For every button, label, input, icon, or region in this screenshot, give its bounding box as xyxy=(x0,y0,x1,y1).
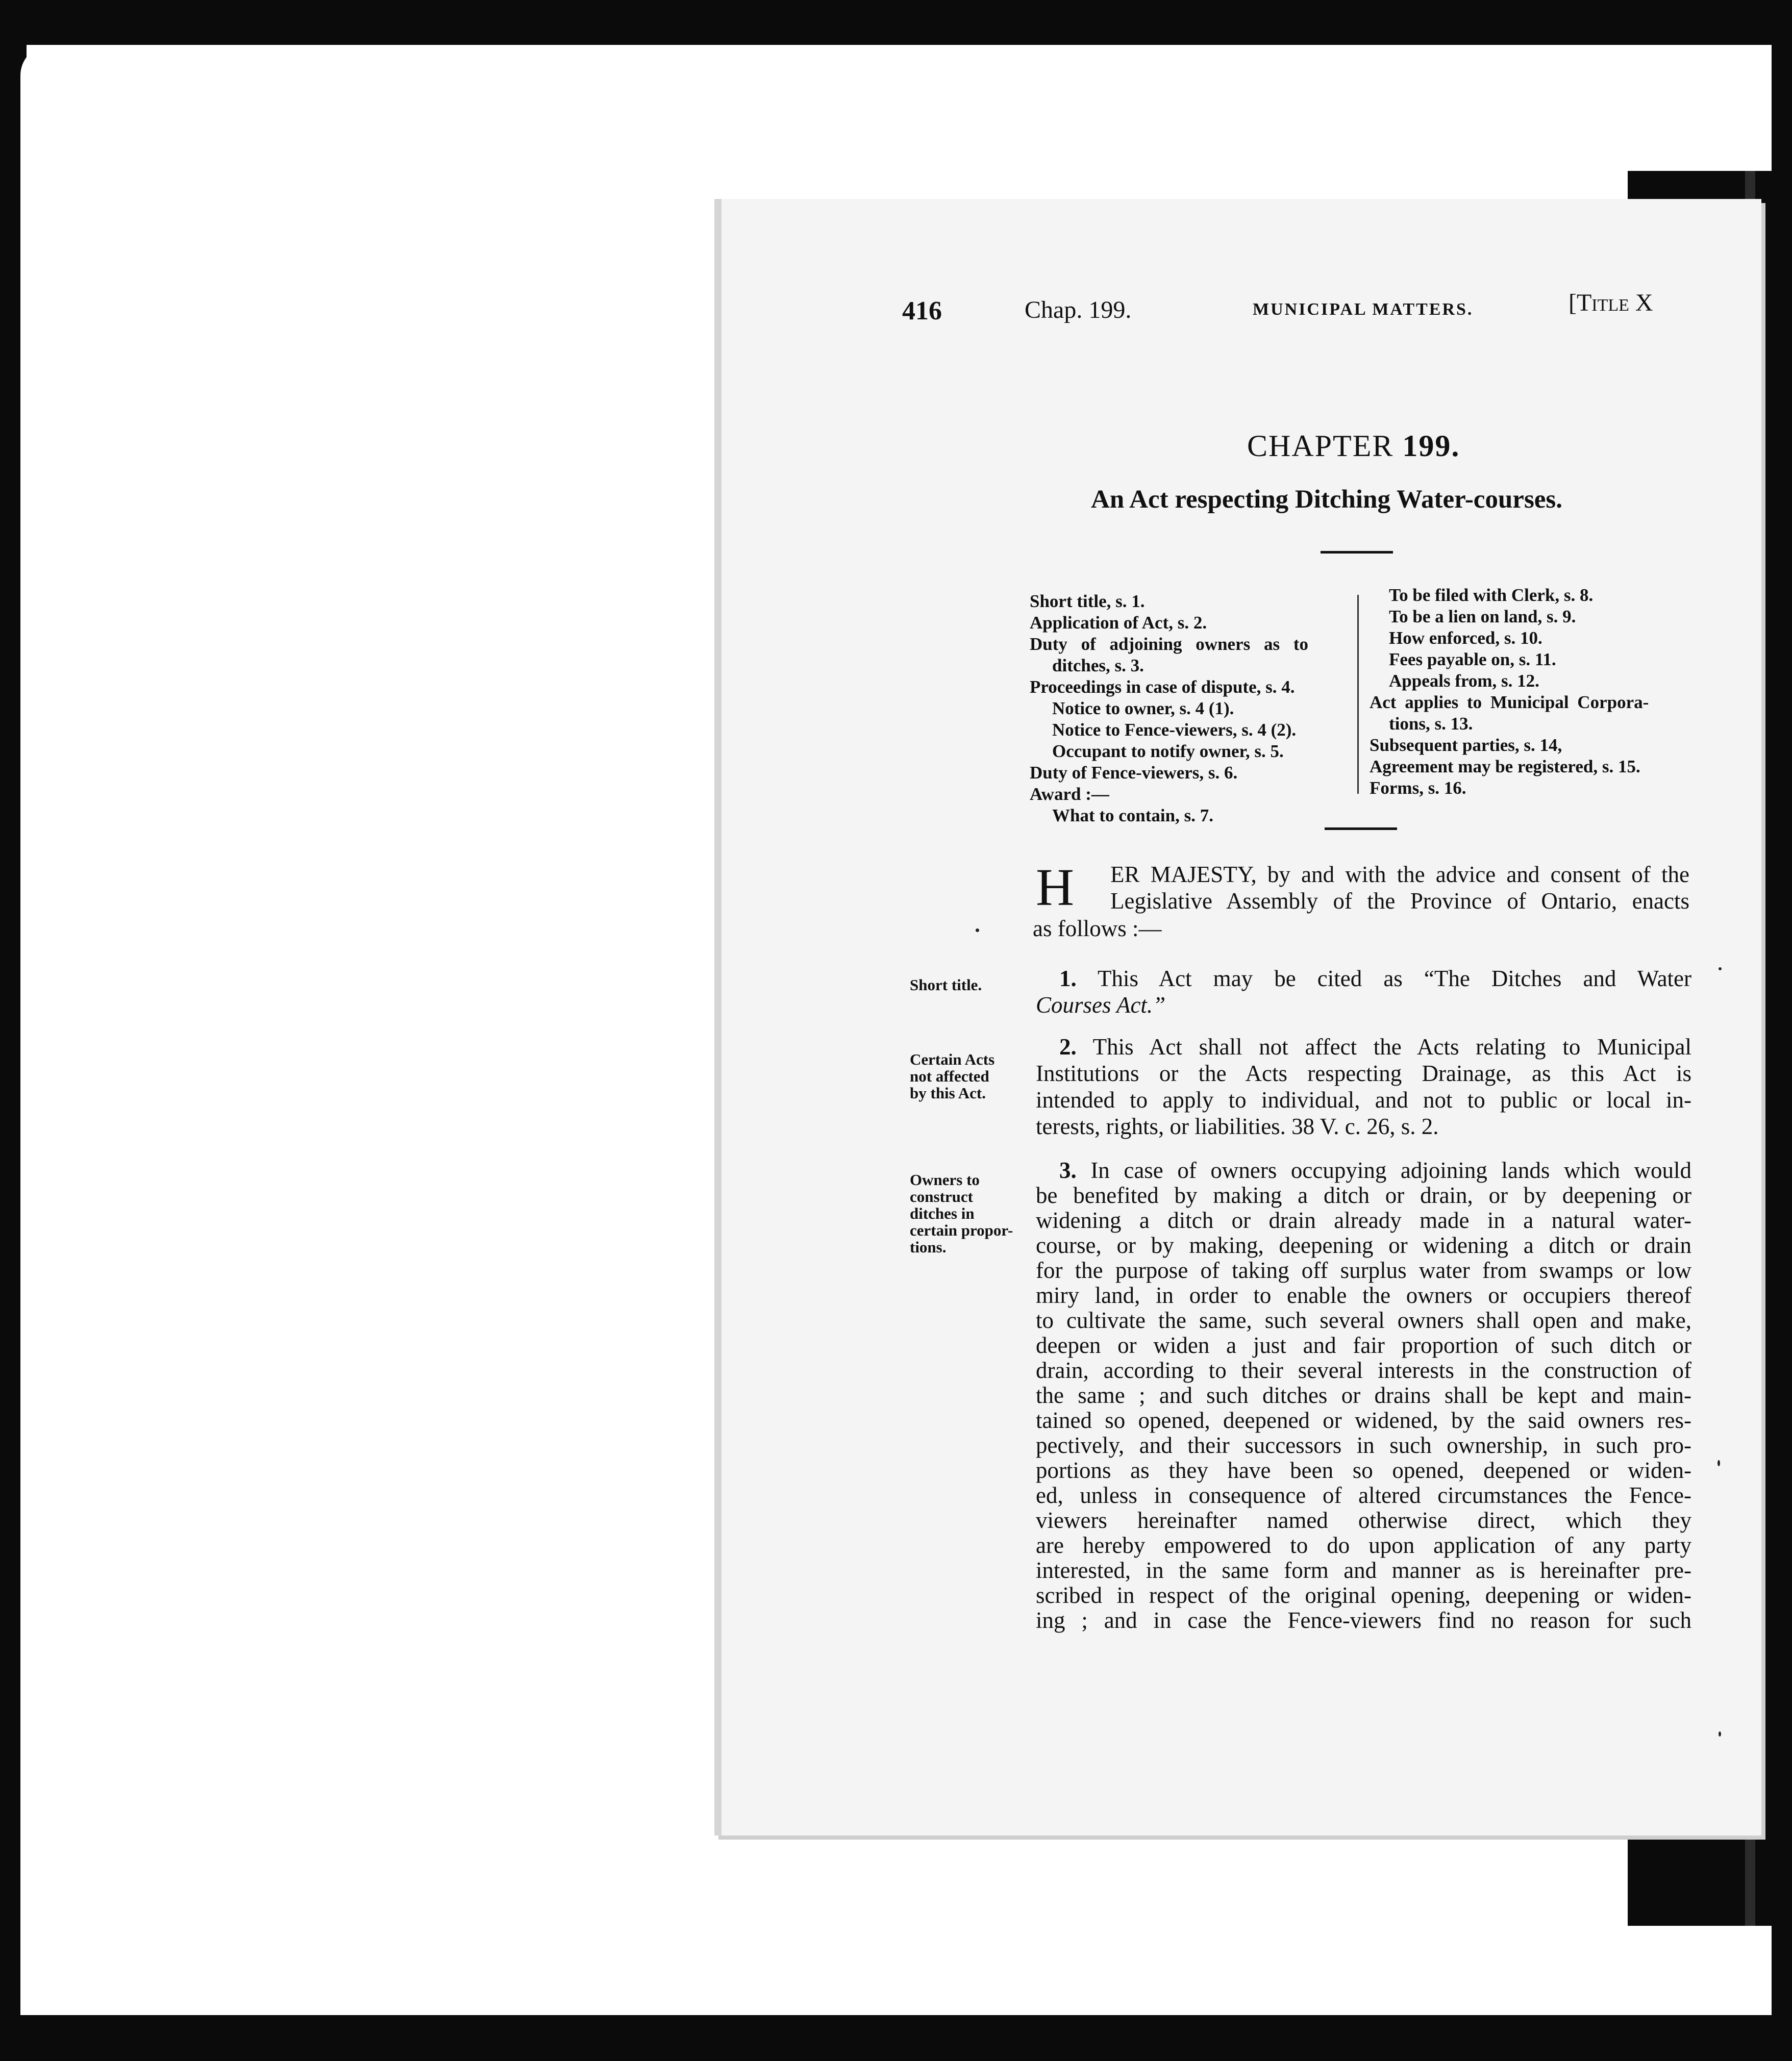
page-edge xyxy=(714,199,721,1836)
section-number: 3. xyxy=(1059,1158,1077,1183)
toc-entry: To be a lien on land, s. 9. xyxy=(1389,607,1576,626)
drop-cap: H xyxy=(1036,858,1075,917)
scan-frame-bottom xyxy=(0,2015,1792,2061)
section-3-line: 3. In case of owners occupying adjoining lands which would xyxy=(1036,1158,1691,1183)
scan-frame-right xyxy=(1772,45,1792,2015)
section-3-line: widening a ditch or drain already made in a natural water- xyxy=(1036,1208,1691,1233)
scan-frame-left-curve xyxy=(20,45,66,2015)
toc-entry: Application of Act, s. 2. xyxy=(1030,613,1207,633)
toc-right-column xyxy=(1370,585,1649,799)
toc-entry: Short title, s. 1. xyxy=(1030,591,1145,611)
enacting-line: Legislative Assembly of the Province of Ontario, enacts xyxy=(1110,888,1689,914)
title-reference: [Title X xyxy=(1569,289,1653,316)
toc-entry: Award :— xyxy=(1030,784,1109,804)
section-3-line: the same ; and such ditches or drains shall be kept and main- xyxy=(1036,1383,1691,1408)
heading-rule xyxy=(1321,551,1393,554)
chapter-heading xyxy=(1247,429,1460,464)
section-number: 1. xyxy=(1059,966,1077,991)
section-1-line: Courses Act.” xyxy=(1036,992,1166,1018)
toc-rule xyxy=(1325,827,1397,830)
enacting-line: as follows :— xyxy=(1033,916,1162,941)
toc-entry: Proceedings in case of dispute, s. 4. xyxy=(1030,677,1295,697)
section-3-line: drain, according to their several interests in the construction of xyxy=(1036,1358,1691,1383)
section-2-line: Institutions or the Acts respecting Drainage, as this Act is xyxy=(1036,1061,1691,1086)
toc-entry: Subsequent parties, s. 14, xyxy=(1370,735,1562,755)
toc-entry: Occupant to notify owner, s. 5. xyxy=(1052,741,1284,761)
page-number: 416 xyxy=(902,296,942,325)
act-title: An Act respecting Ditching Water-courses. xyxy=(1091,485,1563,514)
section-3-line: viewers hereinafter named otherwise direct, which they xyxy=(1036,1507,1691,1533)
running-title: MUNICIPAL MATTERS. xyxy=(1253,300,1474,319)
scan-frame-top xyxy=(0,0,1792,45)
scan-speck xyxy=(1719,1731,1721,1737)
section-3-line: for the purpose of taking off surplus water from swamps or low xyxy=(1036,1258,1691,1283)
section-2-line: 2. This Act shall not affect the Acts relating to Municipal xyxy=(1036,1035,1691,1060)
marginal-note-s3: Owners to construct ditches in certain propor- tions. xyxy=(910,1171,1013,1256)
toc-entry: Forms, s. 16. xyxy=(1370,778,1466,798)
marginal-note-s1: Short title. xyxy=(910,976,982,994)
toc-entry: Act applies to Municipal Corpora- xyxy=(1370,692,1649,712)
scan-speck xyxy=(1719,967,1722,970)
section-3-line: course, or by making, deepening or widening a ditch or drain xyxy=(1036,1233,1691,1258)
section-3-line: deepen or widen a just and fair proportion of such ditch or xyxy=(1036,1333,1691,1358)
toc-entry: How enforced, s. 10. xyxy=(1389,628,1542,648)
chapter-reference: Chap. 199. xyxy=(1025,296,1132,323)
toc-entry: Duty of Fence-viewers, s. 6. xyxy=(1030,763,1238,783)
section-2-line: terests, rights, or liabilities. 38 V. c. 26, s. 2. xyxy=(1036,1114,1439,1139)
toc-entry: Appeals from, s. 12. xyxy=(1389,671,1539,691)
toc-entry: What to contain, s. 7. xyxy=(1052,806,1213,825)
section-3-line: interested, in the same form and manner as is hereinafter pre- xyxy=(1036,1557,1691,1583)
toc-entry: Fees payable on, s. 11. xyxy=(1389,649,1556,669)
section-3-line: pectively, and their successors in such ownership, in such pro- xyxy=(1036,1432,1691,1458)
toc-entry: Notice to Fence-viewers, s. 4 (2). xyxy=(1052,720,1297,740)
section-3-line: be benefited by making a ditch or drain, or by deepening or xyxy=(1036,1183,1691,1208)
section-3-line: miry land, in order to enable the owners or occupiers thereof xyxy=(1036,1283,1691,1308)
scan-speck xyxy=(976,928,979,932)
toc-entry: ditches, s. 3. xyxy=(1052,656,1144,675)
marginal-note-s2: Certain Acts not affected by this Act. xyxy=(910,1050,995,1102)
scan-speck xyxy=(1718,1460,1720,1466)
toc-divider xyxy=(1357,595,1359,794)
section-3-line: ed, unless in consequence of altered circumstances the Fence- xyxy=(1036,1482,1691,1508)
section-2-line: intended to apply to individual, and not to public or local in- xyxy=(1036,1087,1691,1113)
section-3-line: scribed in respect of the original opening, deepening or widen- xyxy=(1036,1582,1691,1608)
toc-entry: To be filed with Clerk, s. 8. xyxy=(1389,585,1594,605)
section-3-line: tained so opened, deepened or widened, by the said owners res- xyxy=(1036,1407,1691,1433)
section-1-line: 1. This Act may be cited as “The Ditches and Water xyxy=(1036,966,1691,991)
enacting-line: ER MAJESTY, by and with the advice and consent of the xyxy=(1110,862,1689,887)
toc-entry: Duty of adjoining owners as to xyxy=(1030,634,1309,654)
toc-left-column xyxy=(1030,591,1308,826)
section-3-line: are hereby empowered to do upon application of any party xyxy=(1036,1532,1691,1558)
toc-entry: tions, s. 13. xyxy=(1389,714,1473,734)
chapter-label: CHAPTER xyxy=(1247,429,1394,463)
toc-entry: Notice to owner, s. 4 (1). xyxy=(1052,698,1234,718)
chapter-number: 199. xyxy=(1402,429,1460,463)
section-3-line: portions as they have been so opened, deepened or widen- xyxy=(1036,1457,1691,1483)
section-3-line: to cultivate the same, such several owners shall open and make, xyxy=(1036,1308,1691,1333)
toc-entry: Agreement may be registered, s. 15. xyxy=(1370,757,1640,776)
section-number: 2. xyxy=(1059,1034,1077,1060)
section-3-line: ing ; and in case the Fence-viewers find no reason for such xyxy=(1036,1607,1691,1633)
